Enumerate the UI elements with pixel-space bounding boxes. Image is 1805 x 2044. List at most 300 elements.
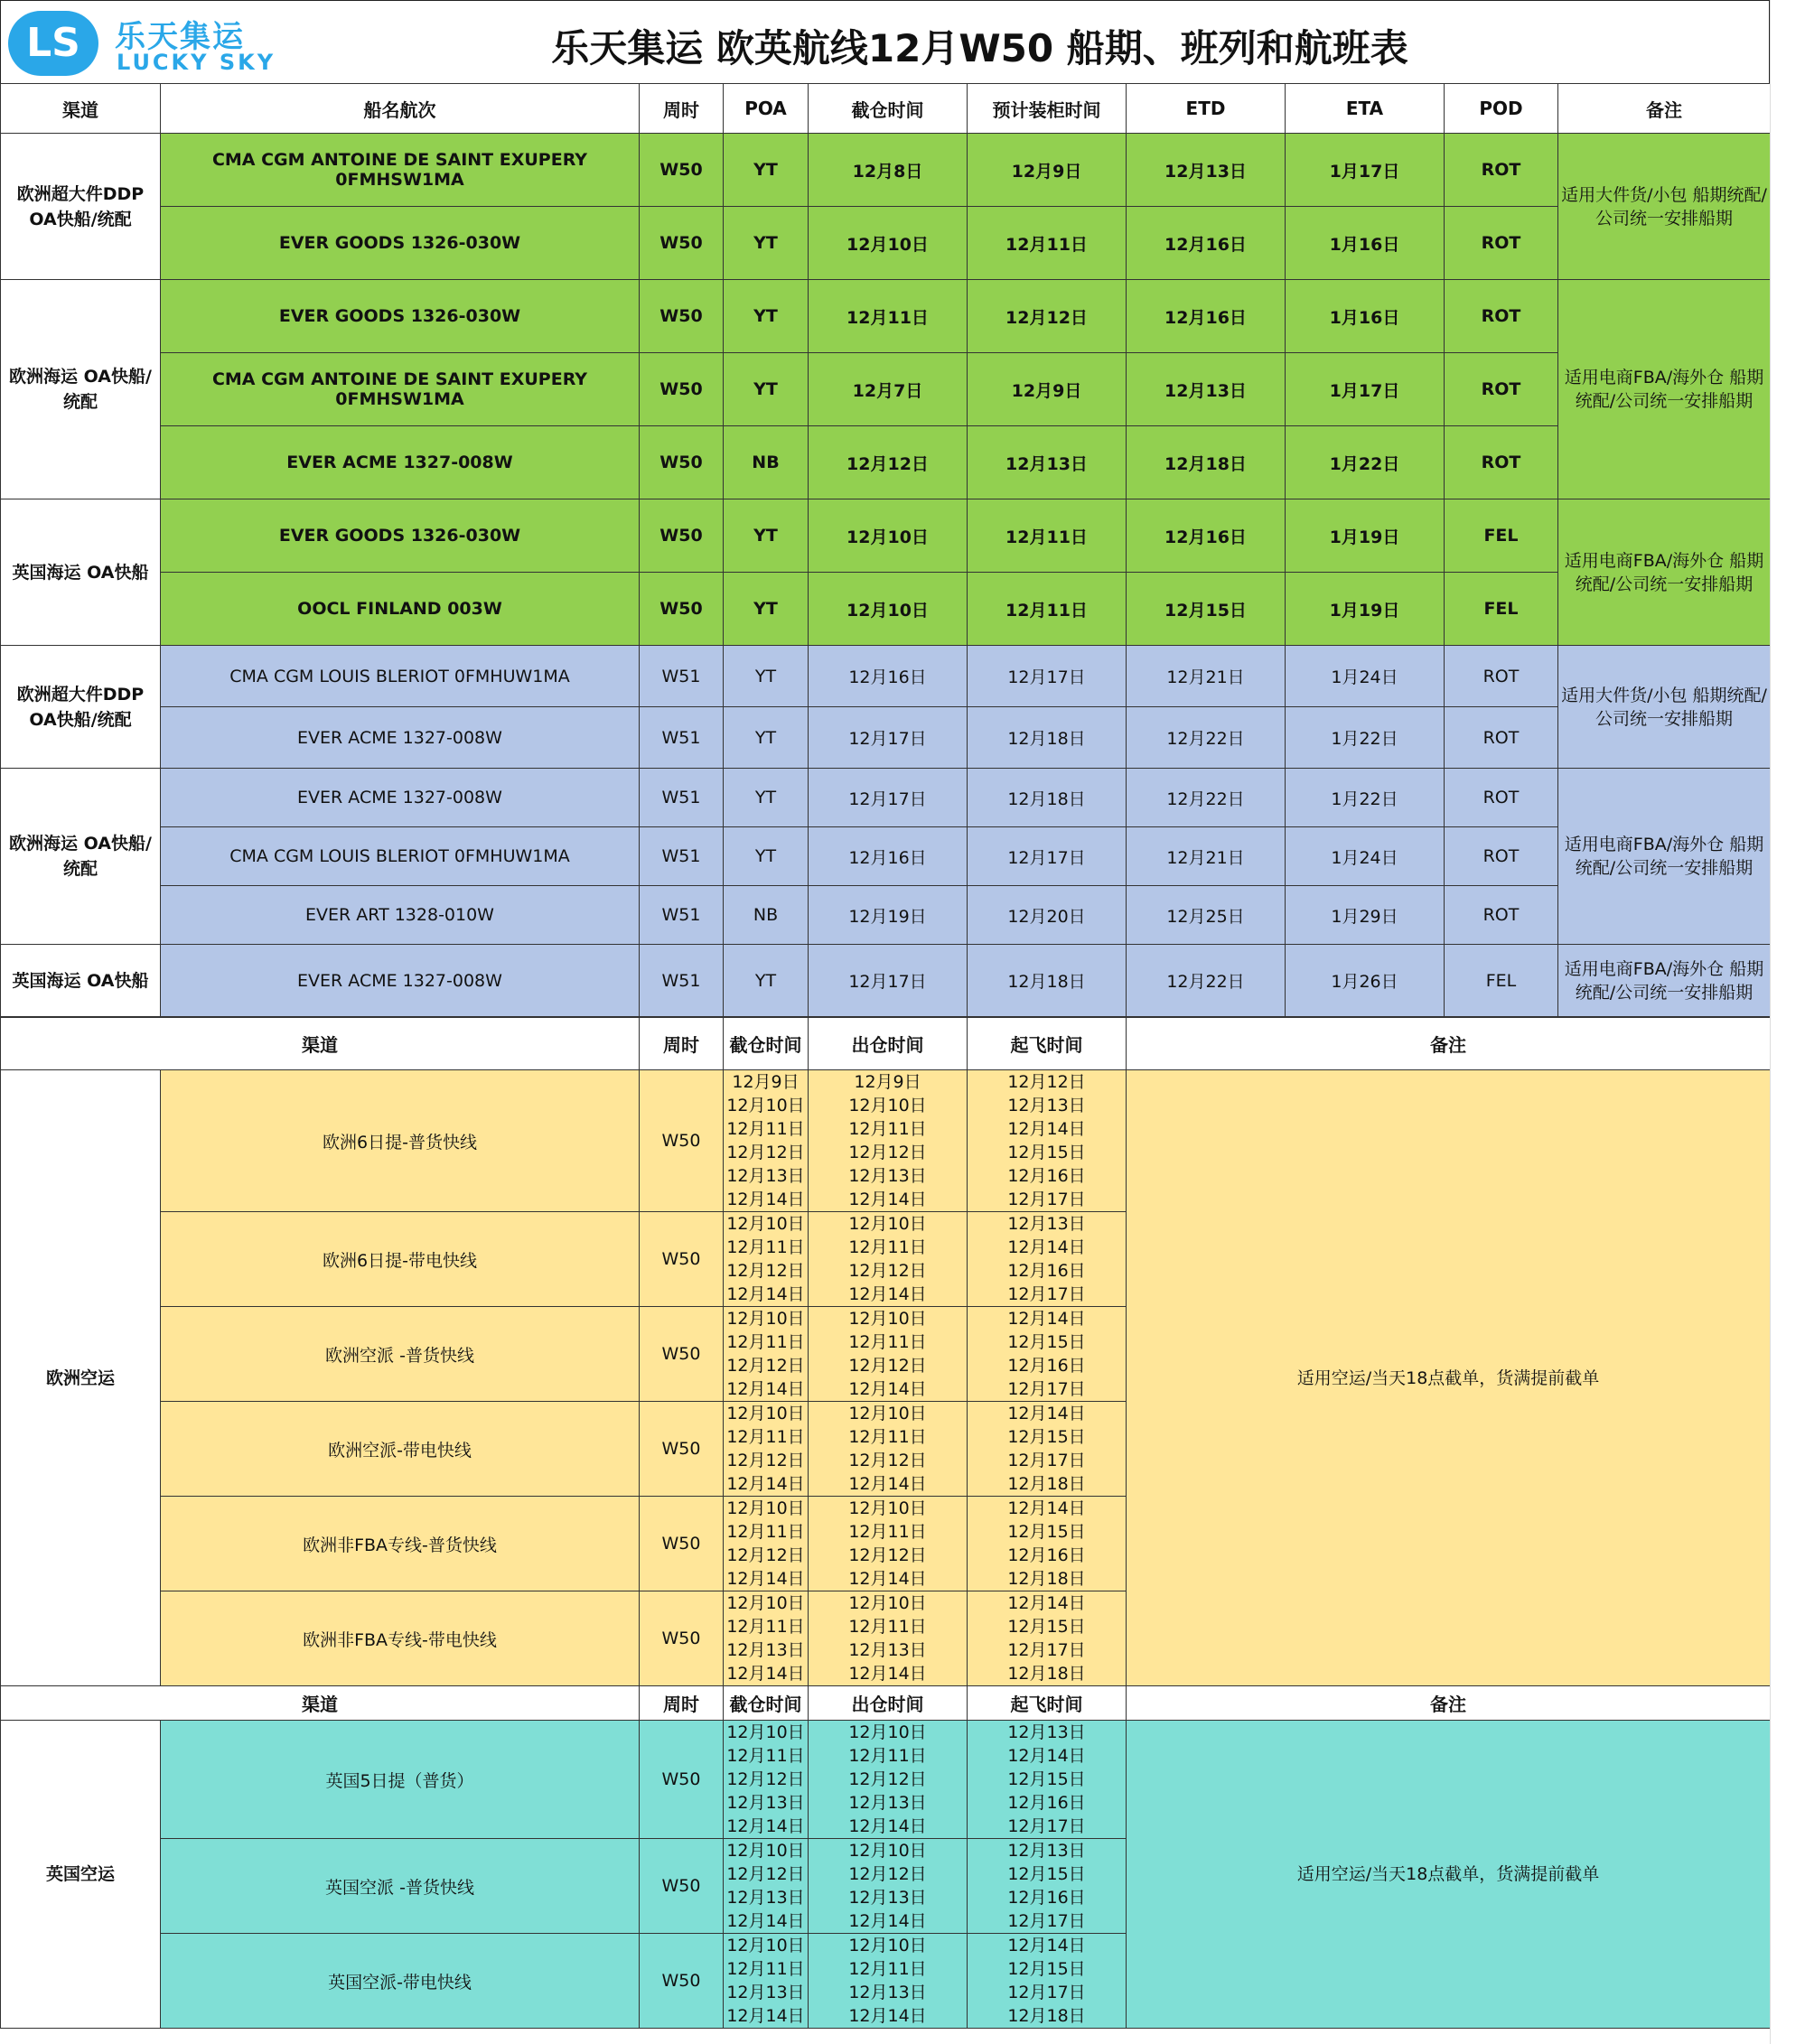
vessel-name: EVER GOODS 1326-030W [161,207,640,280]
vessel-name: EVER ACME 1327-008W [161,426,640,499]
date-value: 12月10日 [848,1722,927,1742]
route-name: 欧洲空派 -普货快线 [161,1307,640,1402]
date-value: 12月10日 [726,1498,805,1518]
date-value: 12月15日 [1007,1427,1086,1447]
date-value: 12月14日 [1007,1936,1086,1955]
air-header-flight: 起飞时间 [968,1018,1127,1070]
date-value: 12月16日 [1007,1166,1086,1186]
poa: NB [724,426,809,499]
date-value: 12月14日 [1007,1404,1086,1423]
date-value: 12月9日 [732,1072,800,1092]
eta-date: 1月19日 [1286,499,1445,573]
cutoff-date: 12月17日 [809,769,968,827]
out-dates [809,1934,968,2029]
date-value: 12月10日 [848,1096,927,1115]
air-header-channel: 渠道 [1,1686,640,1721]
date-value: 12月15日 [1007,1769,1086,1789]
pod: ROT [1445,280,1558,353]
air-remarks: 适用空运/当天18点截单，货满提前截单 [1127,1070,1771,1686]
week: W50 [640,1402,724,1497]
header-eta: ETA [1286,84,1445,134]
etd-date: 12月22日 [1127,769,1286,827]
loading-date: 12月11日 [968,499,1127,573]
header-pod: POD [1445,84,1558,134]
date-value: 12月11日 [848,1959,927,1979]
loading-date: 12月11日 [968,573,1127,646]
date-value: 12月14日 [726,2006,805,2026]
date-value: 12月18日 [1007,1664,1086,1684]
eta-date: 1月24日 [1286,646,1445,707]
date-value: 12月12日 [726,1864,805,1884]
fly-dates [968,1721,1127,1839]
etd-date: 12月21日 [1127,827,1286,886]
date-value: 12月12日 [726,1769,805,1789]
vessel-row [1,499,1771,573]
vessel-row [1,769,1771,827]
cutoff-date: 12月16日 [809,827,968,886]
date-value: 12月14日 [848,1569,927,1589]
week: W50 [640,134,724,207]
date-value: 12月18日 [1007,1569,1086,1589]
loading-date: 12月9日 [968,353,1127,426]
header-week: 周时 [640,84,724,134]
date-value: 12月18日 [1007,2006,1086,2026]
week: W50 [640,573,724,646]
air-route-row [1,1070,1771,1212]
fly-dates [968,1934,1127,2029]
date-value: 12月11日 [848,1332,927,1352]
cutoff-date: 12月12日 [809,426,968,499]
date-value: 12月14日 [848,1911,927,1931]
date-value: 12月13日 [848,1640,927,1660]
loading-date: 12月20日 [968,886,1127,945]
route-name: 英国空派-带电快线 [161,1934,640,2029]
date-value: 12月17日 [1007,1640,1086,1660]
date-value: 12月14日 [726,1474,805,1494]
date-value: 12月10日 [848,1498,927,1518]
loading-date: 12月17日 [968,827,1127,886]
date-value: 12月15日 [1007,1959,1086,1979]
week: W51 [640,707,724,769]
date-value: 12月12日 [848,1356,927,1376]
vessel-name: CMA CGM ANTOINE DE SAINT EXUPERY 0FMHSW1MA [161,134,640,207]
air-header-out: 出仓时间 [809,1686,968,1721]
week: W51 [640,827,724,886]
air-header-cutoff: 截仓时间 [724,1018,809,1070]
logo-chinese-name: 乐天集运 [115,19,245,55]
out-dates [809,1497,968,1591]
pod: ROT [1445,886,1558,945]
date-value: 12月11日 [726,1332,805,1352]
week: W50 [640,1070,724,1212]
date-value: 12月14日 [848,1664,927,1684]
date-value: 12月11日 [848,1237,927,1257]
remarks: 适用电商FBA/海外仓 船期统配/公司统一安排船期 [1558,769,1771,945]
route-name: 英国空派 -普货快线 [161,1839,640,1934]
date-value: 12月14日 [1007,1593,1086,1613]
etd-date: 12月16日 [1127,280,1286,353]
vessel-row [1,426,1771,499]
loading-date: 12月18日 [968,769,1127,827]
date-value: 12月15日 [1007,1522,1086,1542]
pod: ROT [1445,827,1558,886]
cutoff-date: 12月10日 [809,573,968,646]
date-value: 12月15日 [1007,1617,1086,1637]
date-value: 12月14日 [848,1816,927,1836]
route-name: 欧洲非FBA专线-普货快线 [161,1497,640,1591]
date-value: 12月14日 [726,1190,805,1209]
sheet-header [0,0,1770,83]
date-value: 12月16日 [1007,1793,1086,1813]
date-value: 12月14日 [726,1911,805,1931]
date-value: 12月13日 [848,1888,927,1908]
cutoff-date: 12月10日 [809,499,968,573]
eta-date: 1月22日 [1286,769,1445,827]
header-poa: POA [724,84,809,134]
date-value: 12月14日 [726,1816,805,1836]
date-value: 12月11日 [848,1617,927,1637]
date-value: 12月12日 [726,1143,805,1162]
fly-dates [968,1591,1127,1686]
cutoff-date: 12月7日 [809,353,968,426]
week: W50 [640,426,724,499]
week: W50 [640,499,724,573]
remarks: 适用大件货/小包 船期统配/公司统一安排船期 [1558,646,1771,769]
date-value: 12月13日 [726,1793,805,1813]
week: W50 [640,1497,724,1591]
channel-name: 欧洲海运 OA快船/统配 [1,280,161,499]
etd-date: 12月18日 [1127,426,1286,499]
remarks: 适用大件货/小包 船期统配/公司统一安排船期 [1558,134,1771,280]
date-value: 12月11日 [726,1617,805,1637]
sea-header-row [1,84,1771,134]
week: W50 [640,207,724,280]
week: W51 [640,945,724,1017]
pod: ROT [1445,353,1558,426]
channel-name: 英国海运 OA快船 [1,945,161,1017]
date-value: 12月12日 [848,1261,927,1281]
cutoff-date: 12月17日 [809,707,968,769]
pod: ROT [1445,646,1558,707]
loading-date: 12月17日 [968,646,1127,707]
etd-date: 12月15日 [1127,573,1286,646]
vessel-name: EVER ACME 1327-008W [161,769,640,827]
date-value: 12月12日 [726,1261,805,1281]
loading-date: 12月18日 [968,707,1127,769]
air-header-out: 出仓时间 [809,1018,968,1070]
date-value: 12月14日 [726,1379,805,1399]
header-etd: ETD [1127,84,1286,134]
date-value: 12月13日 [1007,1722,1086,1742]
date-value: 12月10日 [726,1722,805,1742]
air-header-week: 周时 [640,1018,724,1070]
cut-dates [724,1307,809,1402]
week: W50 [640,353,724,426]
fly-dates [968,1402,1127,1497]
cut-dates [724,1402,809,1497]
vessel-row [1,646,1771,707]
etd-date: 12月16日 [1127,207,1286,280]
poa: YT [724,646,809,707]
eta-date: 1月19日 [1286,573,1445,646]
remarks: 适用电商FBA/海外仓 船期统配/公司统一安排船期 [1558,499,1771,646]
week: W51 [640,646,724,707]
pod: ROT [1445,707,1558,769]
poa: YT [724,707,809,769]
vessel-name: EVER ACME 1327-008W [161,945,640,1017]
date-value: 12月14日 [726,1569,805,1589]
eta-date: 1月22日 [1286,707,1445,769]
date-value: 12月14日 [848,1474,927,1494]
week: W50 [640,1212,724,1307]
header-loading: 预计装柜时间 [968,84,1127,134]
poa: YT [724,207,809,280]
week: W50 [640,1934,724,2029]
fly-dates [968,1070,1127,1212]
air-freight-table [0,1017,1771,2029]
date-value: 12月13日 [848,1983,927,2002]
loading-date: 12月18日 [968,945,1127,1017]
date-value: 12月10日 [848,1841,927,1861]
vessel-name: EVER ART 1328-010W [161,886,640,945]
cut-dates [724,1591,809,1686]
channel-name: 欧洲海运 OA快船/统配 [1,769,161,945]
date-value: 12月15日 [1007,1864,1086,1884]
remarks: 适用电商FBA/海外仓 船期统配/公司统一安排船期 [1558,280,1771,499]
date-value: 12月14日 [848,2006,927,2026]
date-value: 12月12日 [848,1864,927,1884]
date-value: 12月9日 [854,1072,921,1092]
air-header-week: 周时 [640,1686,724,1721]
air-channel-name: 欧洲空运 [1,1070,161,1686]
date-value: 12月14日 [848,1190,927,1209]
date-value: 12月17日 [1007,1816,1086,1836]
poa: YT [724,945,809,1017]
etd-date: 12月16日 [1127,499,1286,573]
date-value: 12月11日 [726,1746,805,1766]
date-value: 12月14日 [1007,1237,1086,1257]
date-value: 12月16日 [1007,1545,1086,1565]
etd-date: 12月25日 [1127,886,1286,945]
sea-freight-table [0,83,1771,1017]
page-title: 乐天集运 欧英航线12月W50 船期、班列和航班表 [551,26,1408,70]
date-value: 12月11日 [848,1522,927,1542]
date-value: 12月10日 [848,1936,927,1955]
pod: ROT [1445,134,1558,207]
out-dates [809,1402,968,1497]
date-value: 12月14日 [848,1284,927,1304]
air-header-channel: 渠道 [1,1018,640,1070]
date-value: 12月11日 [726,1959,805,1979]
date-value: 12月10日 [726,1214,805,1234]
date-value: 12月11日 [726,1237,805,1257]
logo-english-name: LUCKY SKY [117,50,276,75]
eta-date: 1月16日 [1286,280,1445,353]
date-value: 12月13日 [726,1983,805,2002]
cutoff-date: 12月17日 [809,945,968,1017]
date-value: 12月16日 [1007,1261,1086,1281]
pod: FEL [1445,573,1558,646]
date-value: 12月12日 [726,1451,805,1470]
date-value: 12月10日 [848,1593,927,1613]
date-value: 12月10日 [726,1404,805,1423]
pod: ROT [1445,769,1558,827]
vessel-name: CMA CGM ANTOINE DE SAINT EXUPERY 0FMHSW1MA [161,353,640,426]
date-value: 12月10日 [726,1841,805,1861]
cutoff-date: 12月11日 [809,280,968,353]
cutoff-date: 12月8日 [809,134,968,207]
header-vessel-voyage: 船名航次 [161,84,640,134]
fly-dates [968,1307,1127,1402]
eta-date: 1月29日 [1286,886,1445,945]
date-value: 12月11日 [726,1427,805,1447]
vessel-name: CMA CGM LOUIS BLERIOT 0FMHUW1MA [161,646,640,707]
cutoff-date: 12月19日 [809,886,968,945]
date-value: 12月13日 [726,1166,805,1186]
route-name: 欧洲6日提-带电快线 [161,1212,640,1307]
air-header-row [1,1018,1771,1070]
date-value: 12月13日 [1007,1214,1086,1234]
poa: YT [724,827,809,886]
loading-date: 12月12日 [968,280,1127,353]
vessel-name: CMA CGM LOUIS BLERIOT 0FMHUW1MA [161,827,640,886]
date-value: 12月12日 [848,1545,927,1565]
date-value: 12月18日 [1007,1474,1086,1494]
cut-dates [724,1934,809,2029]
date-value: 12月14日 [1007,1746,1086,1766]
date-value: 12月17日 [1007,1190,1086,1209]
air-remarks: 适用空运/当天18点截单，货满提前截单 [1127,1721,1771,2029]
poa: YT [724,769,809,827]
cut-dates [724,1212,809,1307]
fly-dates [968,1212,1127,1307]
vessel-row [1,707,1771,769]
fly-dates [968,1497,1127,1591]
date-value: 12月17日 [1007,1379,1086,1399]
channel-name: 欧洲超大件DDP OA快船/统配 [1,134,161,280]
cut-dates [724,1497,809,1591]
remarks: 适用电商FBA/海外仓 船期统配/公司统一安排船期 [1558,945,1771,1017]
vessel-row [1,353,1771,426]
etd-date: 12月22日 [1127,707,1286,769]
date-value: 12月14日 [726,1284,805,1304]
date-value: 12月14日 [1007,1119,1086,1139]
vessel-name: EVER ACME 1327-008W [161,707,640,769]
date-value: 12月10日 [726,1936,805,1955]
date-value: 12月10日 [848,1214,927,1234]
out-dates [809,1070,968,1212]
date-value: 12月11日 [848,1746,927,1766]
air-header-remarks: 备注 [1127,1018,1771,1070]
route-name: 欧洲非FBA专线-带电快线 [161,1591,640,1686]
out-dates [809,1591,968,1686]
date-value: 12月11日 [848,1427,927,1447]
date-value: 12月13日 [848,1793,927,1813]
route-name: 欧洲6日提-普货快线 [161,1070,640,1212]
poa: YT [724,280,809,353]
date-value: 12月10日 [848,1404,927,1423]
date-value: 12月10日 [726,1593,805,1613]
air-header-cutoff: 截仓时间 [724,1686,809,1721]
poa: YT [724,353,809,426]
date-value: 12月16日 [1007,1356,1086,1376]
date-value: 12月14日 [1007,1498,1086,1518]
cutoff-date: 12月10日 [809,207,968,280]
eta-date: 1月17日 [1286,134,1445,207]
vessel-row [1,827,1771,886]
poa: YT [724,573,809,646]
channel-name: 欧洲超大件DDP OA快船/统配 [1,646,161,769]
air-route-row [1,1721,1771,1839]
pod: ROT [1445,207,1558,280]
week: W50 [640,1591,724,1686]
week: W50 [640,1721,724,1839]
date-value: 12月13日 [726,1888,805,1908]
etd-date: 12月21日 [1127,646,1286,707]
logo-mark-icon: LS [8,11,98,76]
etd-date: 12月22日 [1127,945,1286,1017]
eta-date: 1月22日 [1286,426,1445,499]
eta-date: 1月24日 [1286,827,1445,886]
date-value: 12月12日 [848,1143,927,1162]
vessel-row [1,945,1771,1017]
vessel-row [1,134,1771,207]
out-dates [809,1307,968,1402]
etd-date: 12月13日 [1127,353,1286,426]
pod: FEL [1445,945,1558,1017]
date-value: 12月10日 [726,1096,805,1115]
etd-date: 12月13日 [1127,134,1286,207]
route-name: 英国5日提（普货） [161,1721,640,1839]
vessel-row [1,207,1771,280]
date-value: 12月10日 [726,1309,805,1329]
date-value: 12月17日 [1007,1284,1086,1304]
vessel-name: EVER GOODS 1326-030W [161,280,640,353]
week: W50 [640,1307,724,1402]
date-value: 12月11日 [726,1119,805,1139]
channel-name: 英国海运 OA快船 [1,499,161,646]
date-value: 12月12日 [726,1545,805,1565]
date-value: 12月11日 [848,1119,927,1139]
poa: NB [724,886,809,945]
date-value: 12月17日 [1007,1983,1086,2002]
air-channel-name: 英国空运 [1,1721,161,2029]
vessel-row [1,280,1771,353]
eta-date: 1月16日 [1286,207,1445,280]
route-name: 欧洲空派-带电快线 [161,1402,640,1497]
cutoff-date: 12月16日 [809,646,968,707]
week: W50 [640,1839,724,1934]
date-value: 12月10日 [848,1309,927,1329]
date-value: 12月13日 [726,1640,805,1660]
date-value: 12月12日 [848,1451,927,1470]
date-value: 12月17日 [1007,1451,1086,1470]
week: W51 [640,886,724,945]
air-header-flight: 起飞时间 [968,1686,1127,1721]
week: W50 [640,280,724,353]
date-value: 12月14日 [726,1664,805,1684]
header-channel: 渠道 [1,84,161,134]
loading-date: 12月11日 [968,207,1127,280]
date-value: 12月12日 [848,1769,927,1789]
date-value: 12月13日 [848,1166,927,1186]
header-cutoff: 截仓时间 [809,84,968,134]
week: W51 [640,769,724,827]
poa: YT [724,134,809,207]
date-value: 12月13日 [1007,1841,1086,1861]
loading-date: 12月9日 [968,134,1127,207]
pod: ROT [1445,426,1558,499]
